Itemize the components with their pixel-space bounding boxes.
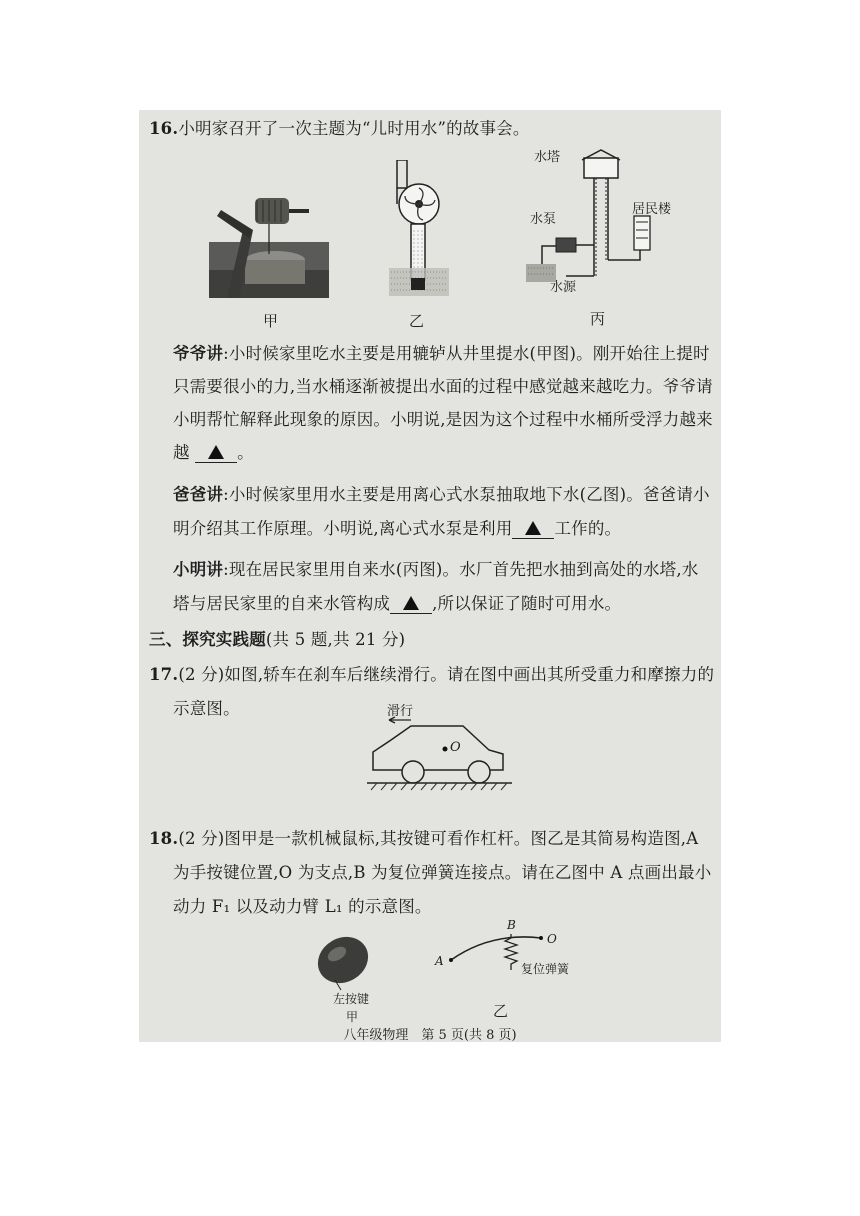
- label-water-source: 水源: [550, 280, 577, 295]
- figure-car-sliding: [367, 700, 512, 800]
- label-reset-spring: 复位弹簧: [521, 962, 570, 976]
- answer-blank-1[interactable]: [195, 444, 237, 463]
- label-slide-direction: 滑行: [387, 704, 414, 719]
- q16-dad-line1: 爸爸讲:小时候家里用水主要是用离心式水泵抽取地下水(乙图)。爸爸请小: [173, 485, 710, 504]
- q17-line2: 示意图。: [173, 699, 240, 718]
- q16-grandpa-line1: 爷爷讲:小时候家里吃水主要是用辘轳从井里提水(甲图)。刚开始往上提时: [173, 344, 710, 363]
- figure-centrifugal-pump: [389, 160, 459, 300]
- label-point-a: A: [435, 954, 444, 968]
- label-point-o-pivot: O: [547, 932, 557, 946]
- q16-grandpa-line2: 只需要很小的力,当水桶逐渐被提出水面的过程中感觉越来越吃力。爷爷请: [173, 377, 713, 396]
- section3-heading: 三、探究实践题(共 5 题,共 21 分): [149, 630, 406, 649]
- answer-blank-3[interactable]: [390, 595, 432, 614]
- figure-water-tower-system: [514, 146, 674, 306]
- triangle-marker-icon: [525, 521, 541, 535]
- label-point-o: O: [450, 740, 461, 755]
- q16-grandpa-line3: 小明帮忙解释此现象的原因。小明说,是因为这个过程中水桶所受浮力越来: [173, 410, 713, 429]
- label-point-b: B: [507, 918, 516, 932]
- figure-lever-diagram: [431, 918, 591, 1030]
- triangle-marker-icon: [208, 445, 224, 459]
- caption-bing: 丙: [590, 310, 606, 328]
- q16-ming-line2: 塔与居民家里的自来水管构成 ,所以保证了随时可用水。: [173, 594, 622, 613]
- label-water-pump: 水泵: [530, 212, 557, 227]
- caption-yi: 乙: [409, 312, 425, 330]
- label-water-tower: 水塔: [534, 150, 561, 165]
- q16-number: 16.: [149, 119, 179, 138]
- figure-windlass-photo: [209, 190, 329, 298]
- q16-dad-line2: 明介绍其工作原理。小明说,离心式水泵是利用 工作的。: [173, 519, 622, 538]
- page-footer: 八年级物理 第 5 页(共 8 页): [343, 1028, 517, 1042]
- q17-line1: 17.(2 分)如图,轿车在刹车后继续滑行。请在图中画出其所受重力和摩擦力的: [149, 665, 715, 684]
- label-residential-building: 居民楼: [632, 202, 672, 217]
- exam-page: [139, 110, 721, 1042]
- triangle-marker-icon: [403, 596, 419, 610]
- q16-grandpa-line4: 越 。: [173, 443, 254, 462]
- caption-q18-jia: 甲: [346, 1010, 359, 1024]
- label-left-key: 左按键: [333, 992, 370, 1006]
- q16-ming-line1: 小明讲:现在居民家里用自来水(丙图)。水厂首先把水抽到高处的水塔,水: [173, 560, 699, 579]
- q16-stem: 16.小明家召开了一次主题为“儿时用水”的故事会。: [149, 119, 530, 138]
- answer-blank-2[interactable]: [512, 520, 554, 539]
- q18-line1: 18.(2 分)图甲是一款机械鼠标,其按键可看作杠杆。图乙是其简易构造图,A: [149, 829, 699, 848]
- caption-q18-yi: 乙: [493, 1002, 509, 1020]
- caption-jia: 甲: [263, 312, 279, 330]
- q18-line2: 为手按键位置,O 为支点,B 为复位弹簧连接点。请在乙图中 A 点画出最小: [173, 863, 712, 882]
- q18-line3: 动力 F₁ 以及动力臂 L₁ 的示意图。: [173, 897, 432, 916]
